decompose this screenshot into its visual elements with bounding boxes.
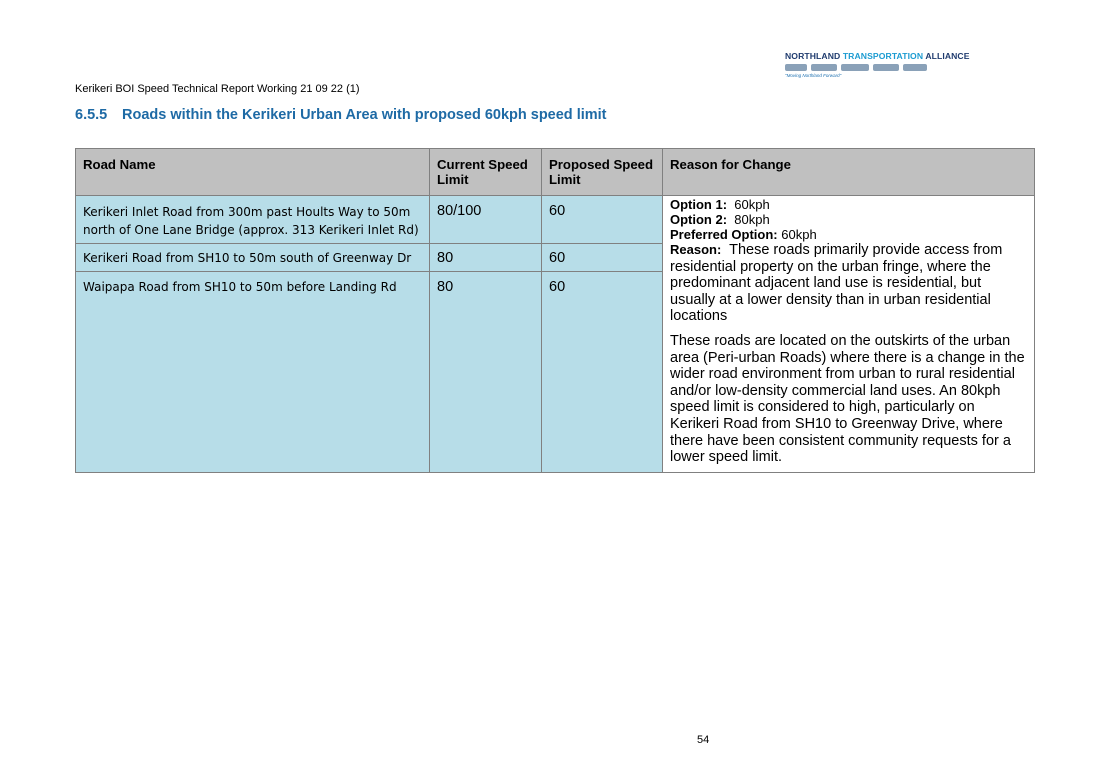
current-speed-cell: 80/100	[430, 196, 542, 244]
header-road-name: Road Name	[76, 149, 430, 196]
road-name-cell: Kerikeri Inlet Road from 300m past Hoults Way to 50m north of One Lane Bridge (approx. 313 Kerikeri Inlet Rd)	[76, 196, 430, 244]
road-name-cell: Waipapa Road from SH10 to 50m before Landing Rd	[76, 271, 430, 472]
proposed-speed-cell: 60	[542, 271, 663, 472]
logo-tagline: "Moving Northland Forward"	[785, 73, 842, 78]
header-proposed-speed: Proposed Speed Limit	[542, 149, 663, 196]
option-1: Option 1: 60kph	[670, 197, 770, 212]
proposed-speed-cell: 60	[542, 244, 663, 272]
page-number: 54	[697, 734, 710, 746]
document-title: Kerikeri BOI Speed Technical Report Working 21 09 22 (1)	[75, 83, 360, 95]
section-title: Roads within the Kerikeri Urban Area with proposed 60kph speed limit	[122, 107, 607, 123]
table-row	[76, 196, 1035, 244]
proposed-speed-cell: 60	[542, 196, 663, 244]
header-current-speed: Current Speed Limit	[430, 149, 542, 196]
current-speed-cell: 80	[430, 271, 542, 472]
section-number: 6.5.5	[75, 107, 108, 123]
current-speed-cell: 80	[430, 244, 542, 272]
section-heading	[75, 107, 607, 123]
northland-transportation-alliance-logo	[785, 51, 970, 83]
header-reason: Reason for Change	[663, 149, 1035, 196]
preferred-option: Preferred Option: 60kph	[670, 227, 817, 242]
table-header-row	[76, 149, 1035, 196]
reason-paragraph-2: These roads are located on the outskirts of the urban area (Peri-urban Roads) where there is a change in the wider road environment from urban to rural residential and/or low-density commercial land uses. An 80kph speed limit is considered to high, particularly on Kerikeri Road from SH10 to Greenway Drive, where there have been consistent community requests for a lower speed limit.	[670, 332, 1025, 466]
reason-paragraph: Reason: These roads primarily provide access from residential property on the urban fringe, where the predominant adjacent land use is residential, but usually at a lower density than in urban residential locations	[670, 242, 1003, 325]
reason-cell	[663, 196, 1035, 473]
partner-logos	[785, 63, 955, 72]
speed-limit-table	[75, 148, 1035, 473]
option-2: Option 2: 80kph	[670, 212, 770, 227]
road-name-cell: Kerikeri Road from SH10 to 50m south of Greenway Dr	[76, 244, 430, 272]
logo-title: NORTHLAND TRANSPORTATION ALLIANCE	[785, 51, 970, 61]
